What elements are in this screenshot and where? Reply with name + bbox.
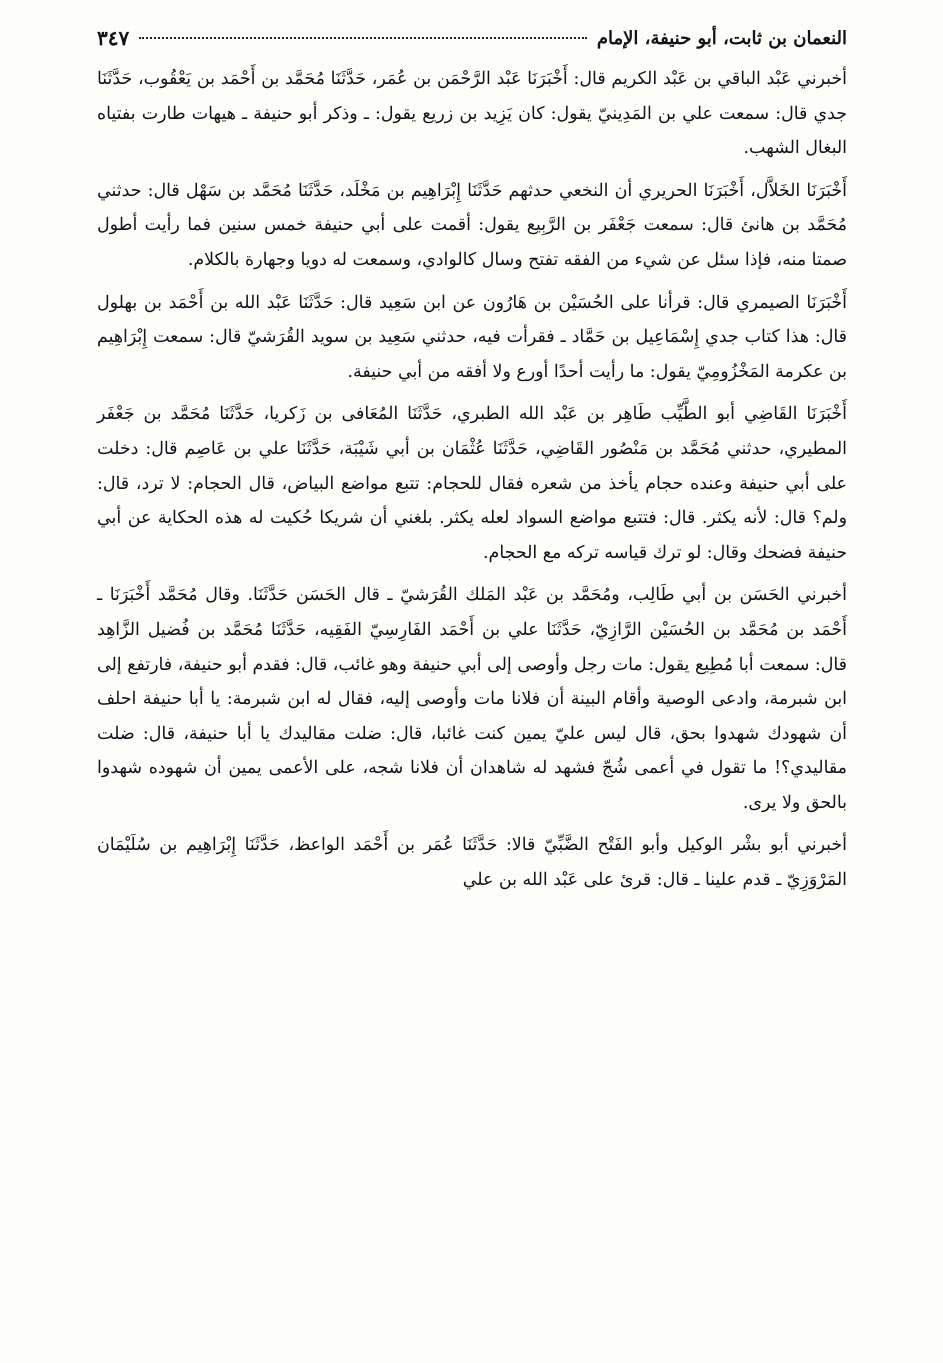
- body-text: [97, 62, 847, 898]
- running-head: [97, 18, 847, 58]
- paragraph: أَخْبَرَنَا القَاضِي أبو الطَّيِّب طَاهِر بن عَبْد الله الطبري، حَدَّثَنَا المُعَافى بن زَكريا، حَدَّثَنَا مُحَمَّد بن جَعْفَر المطيري، حدثني مُحَمَّد بن مَنْصُور القَاضِي، حَدَّثَنَا عُثْمَان بن أبي شَيْبَة، حَدَّثَنَا علي بن عَاصِم قال: دخلت على أبي حنيفة وعنده حجام يأخذ من شعره فقال للحجام: تتبع مواضع البياض، قال الحجام: لا ترد، قال: ولم؟ قال: لأنه يكثر. قال: فتتبع مواضع السواد لعله يكثر. بلغني أن شريكا حُكيت له هذه الحكاية عن أبي حنيفة فضحك وقال: لو ترك قياسه تركه مع الحجام.: [97, 404, 847, 563]
- page-number: ٣٤٧: [97, 26, 130, 50]
- book-page: [97, 18, 847, 1348]
- paragraph: أخبرني الحَسَن بن أبي طَالِب، ومُحَمَّد بن عَبْد المَلك القُرَشيّ ـ قال الحَسَن حَدَّثَنَا. وقال مُحَمَّد أَخْبَرَنَا ـ أَحْمَد بن مُحَمَّد بن الحُسَيْن الرَّازِيّ، حَدَّثَنَا علي بن أَحْمَد الفَارِسِيّ الفَقِيه، حَدَّثَنَا مُحَمَّد بن فُضيل الزَّاهِد قال: سمعت أبا مُطِيع يقول: مات رجل وأوصى إلى أبي حنيفة وهو غائب، قال: فقدم أبو حنيفة، فارتفع إلى ابن شبرمة، وادعى الوصية وأقام البينة أن فلانا مات وأوصى إليه، فقال له ابن شبرمة: يا أبا حنيفة احلف أن شهودك شهدوا بحق، قال ليس عليّ يمين كنت غائبا، قال: ضلت مقاليدك يا أبا حنيفة، قال: ضلت مقاليدي؟! ما تقول في أعمى شُجّ فشهد له شاهدان أن فلانا شجه، على الأعمى يمين أن شهوده شهدوا بالحق ولا يرى.: [97, 585, 847, 813]
- paragraph: أخبرني أبو بشْر الوكيل وأبو الفَتْح الضَّبِّيّ قالا: حَدَّثَنَا عُمَر بن أَحْمَد الواعظ، حَدَّثَنَا إِبْرَاهِيم بن سُلَيْمَان المَرْوَزِيّ ـ قدم علينا ـ قال: قرئ على عَبْد الله بن علي: [97, 835, 847, 891]
- dotted-leader: [139, 37, 587, 39]
- running-title: النعمان بن ثابت، أبو حنيفة، الإمام: [596, 27, 847, 49]
- paragraph: أَخْبَرَنَا الخَلاَّل، أَخْبَرَنَا الحريري أن النخعي حدثهم حَدَّثَنَا إِبْرَاهِيم بن مَخْلَد، حَدَّثَنَا مُحَمَّد بن سَهْل قال: حدثني مُحَمَّد بن هانئ قال: سمعت جَعْفَر بن الرَّبِيع يقول: أقمت على أبي حنيفة خمس سنين فما رأيت أطول صمتا منه، فإذا سئل عن شيء من الفقه تفتح وسال كالوادي، وسمعت له دويا وجهارة بالكلام.: [97, 180, 847, 270]
- paragraph: أخبرني عَبْد الباقي بن عَبْد الكريم قال: أَخْبَرَنَا عَبْد الرَّحْمَن بن عُمَر، حَدَّثَنَا مُحَمَّد بن أَحْمَد بن يَعْقُوب، حَدَّثَنَا جدي قال: سمعت علي بن المَدِينيّ يقول: كان يَزِيد بن زريع يقول: ـ وذكر أبو حنيفة ـ هيهات طارت بفتياه البغال الشهب.: [97, 69, 847, 159]
- paragraph: أَخْبَرَنَا الصيمري قال: قرأنا على الحُسَيْن بن هَارُون عن ابن سَعِيد قال: حَدَّثَنَا عَبْد الله بن أَحْمَد بن بهلول قال: هذا كتاب جدي إِسْمَاعِيل بن حَمَّاد ـ فقرأت فيه، حدثني سَعِيد بن سويد القُرَشيّ قال: سمعت إِبْرَاهِيم بن عكرمة المَخْزُومِيّ يقول: ما رأيت أحدًا أورع ولا أفقه من أبي حنيفة.: [97, 292, 847, 382]
